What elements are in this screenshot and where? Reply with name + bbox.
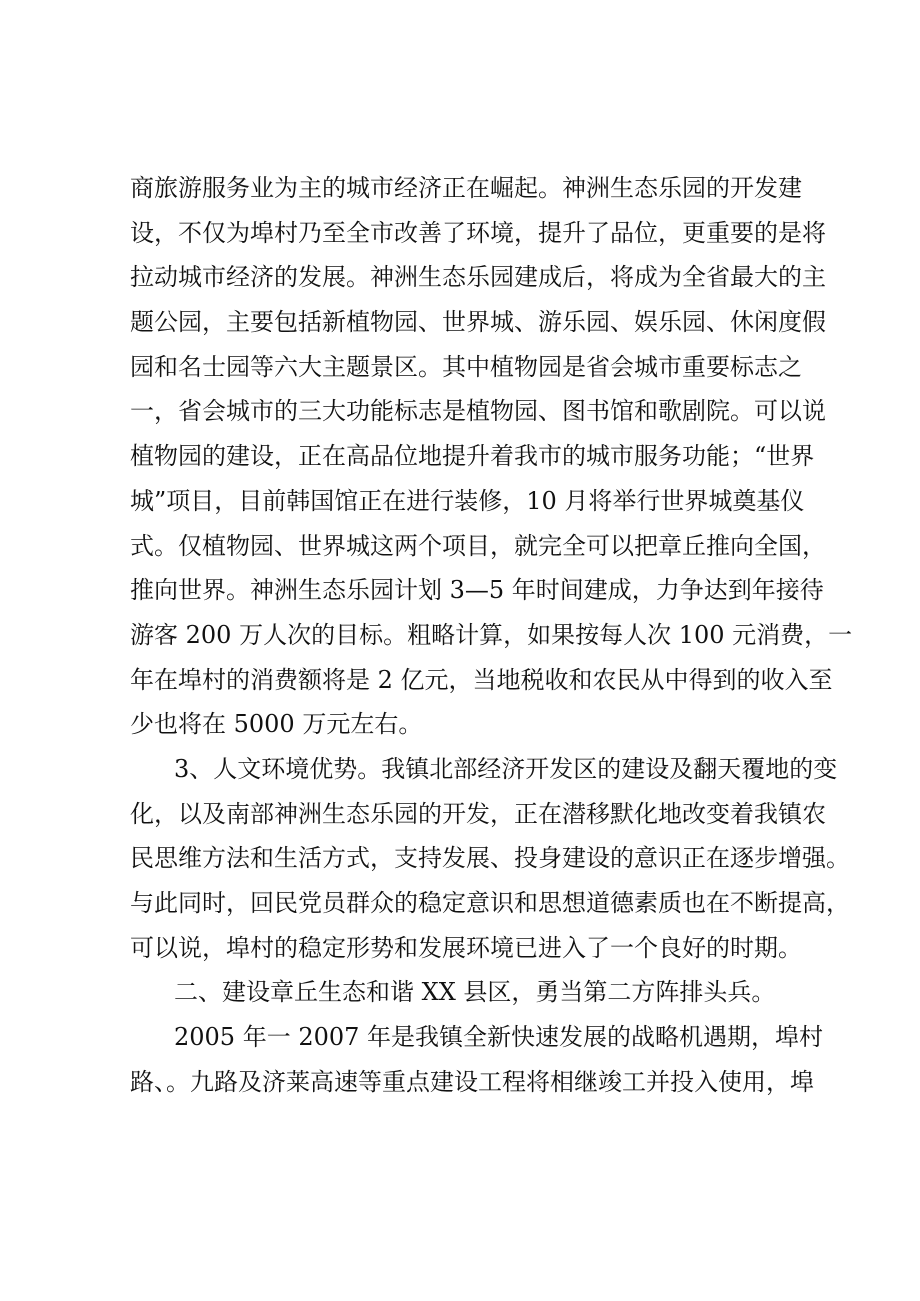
section-heading (130, 970, 810, 1015)
paragraph-economy (130, 166, 853, 747)
text-line: 3、人文环境优势。我镇北部经济开发区的建设及翻天覆地的变 (174, 754, 838, 783)
text-line: 设，不仅为埠村乃至全市改善了环境，提升了品位，更重要的是将 (130, 218, 826, 247)
paragraph-humanities (130, 747, 850, 970)
text-line: 二、建设章丘生态和谐 XX 县区，勇当第二方阵排头兵。 (174, 978, 776, 1007)
text-line: 民思维方法和生活方式，支持发展、投身建设的意识正在逐步增强。 (130, 844, 850, 873)
text-line: 化，以及南部神洲生态乐园的开发，正在潜移默化地改变着我镇农 (130, 799, 826, 828)
text-line: 植物园的建设，正在高品位地提升着我市的城市服务功能；“世界 (130, 442, 815, 471)
text-line: 城”项目，目前韩国馆正在进行装修，10 月将举行世界城奠基仪 (130, 486, 805, 515)
text-line: 园和名士园等六大主题景区。其中植物园是省会城市重要标志之 (130, 352, 802, 381)
text-line: 商旅游服务业为主的城市经济正在崛起。神洲生态乐园的开发建 (130, 174, 802, 202)
text-line: 推向世界。神洲生态乐园计划 3—5 年时间建成，力争达到年接待 (130, 576, 824, 605)
text-line: 游客 200 万人次的目标。粗略计算，如果按每人次 100 元消费，一 (130, 620, 853, 649)
text-line: 可以说，埠村的稳定形势和发展环境已进入了一个良好的时期。 (130, 933, 802, 962)
text-line: 2005 年一 2007 年是我镇全新快速发展的战略机遇期，埠村 (174, 1023, 824, 1052)
text-line: 拉动城市经济的发展。神洲生态乐园建成后，将成为全省最大的主 (130, 263, 826, 292)
paragraph-opportunity (130, 1015, 824, 1104)
text-line: 少也将在 5000 万元左右。 (130, 710, 423, 739)
text-line: 路、。九路及济莱高速等重点建设工程将相继竣工并投入使用，埠 (130, 1067, 814, 1096)
text-line: 年在埠村的消费额将是 2 亿元，当地税收和农民从中得到的收入至 (130, 665, 833, 694)
text-line: 式。仅植物园、世界城这两个项目，就完全可以把章丘推向全国， (130, 531, 826, 560)
text-line: 与此同时，回民党员群众的稳定意识和思想道德素质也在不断提高， (130, 889, 850, 917)
text-line: 题公园，主要包括新植物园、世界城、游乐园、娱乐园、休闲度假 (130, 308, 826, 337)
document-body (130, 166, 853, 1104)
text-line: 一，省会城市的三大功能标志是植物园、图书馆和歌剧院。可以说 (130, 397, 826, 426)
